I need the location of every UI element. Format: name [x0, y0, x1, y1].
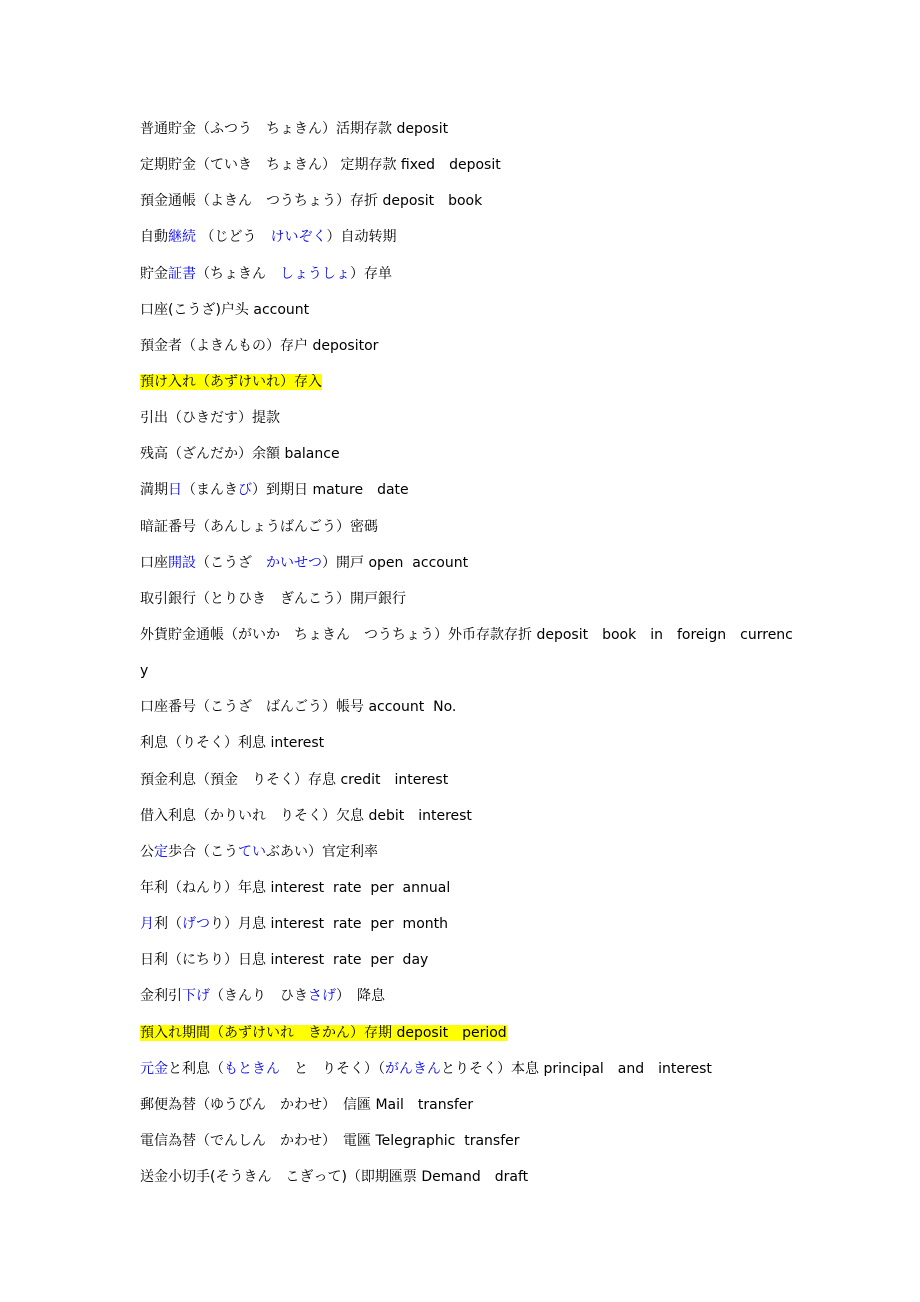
line-text: 公 [140, 843, 154, 860]
highlighted-term: 下げ [182, 988, 210, 1005]
line-text: 引出（ひきだす）提款 [140, 410, 280, 427]
line-text: （きんり ひき [210, 988, 308, 1005]
glossary-line [140, 840, 800, 876]
line-text: ）開戸 open account [322, 554, 469, 571]
glossary-line [140, 731, 800, 767]
glossary-line [140, 804, 800, 840]
highlighted-term: 開設 [168, 554, 196, 571]
line-text: 利（ [154, 916, 182, 933]
line-text: 金利引 [140, 988, 182, 1005]
highlighted-term: がんきん [385, 1060, 441, 1077]
line-text: ）存单 [350, 265, 392, 282]
glossary-line [140, 117, 800, 153]
marked-text: 預入れ期間（あずけいれ きかん）存期 deposit period [140, 1024, 507, 1041]
glossary-line [140, 298, 800, 334]
glossary-line [140, 334, 800, 370]
highlighted-term: しょうしょ [280, 265, 350, 282]
line-text: 歩合（こう [168, 843, 238, 860]
glossary-line [140, 659, 800, 695]
highlighted-term: 継続 [168, 229, 196, 246]
line-text: 普通貯金（ふつう ちょきん）活期存款 deposit [140, 121, 449, 137]
highlighted-term: もときん [224, 1060, 280, 1077]
glossary-line [140, 876, 800, 912]
highlighted-term: 元金 [140, 1060, 168, 1077]
line-text: 預金通帳（よきん つうちょう）存折 deposit book [140, 193, 483, 210]
line-text: 預金者（よきんもの）存户 depositor [140, 337, 379, 354]
highlighted-term: 月 [140, 916, 154, 933]
line-text: ） 降息 [336, 988, 385, 1005]
glossary-line [140, 1093, 800, 1129]
glossary-line [140, 768, 800, 804]
highlighted-term: 証書 [168, 265, 196, 282]
glossary-line [140, 406, 800, 442]
glossary-line [140, 225, 800, 261]
glossary-line [140, 948, 800, 984]
line-text: 年利（ねんり）年息 interest rate per annual [140, 879, 451, 896]
glossary-line [140, 551, 800, 587]
glossary-line [140, 1165, 800, 1201]
highlighted-term: かいせつ [266, 554, 322, 571]
line-text: 貯金 [140, 265, 168, 282]
glossary-line [140, 478, 800, 514]
glossary-line [140, 623, 800, 659]
line-text: 口座番号（こうざ ばんごう）帳号 account No. [140, 699, 457, 716]
highlighted-term: さげ [308, 988, 336, 1005]
line-text: 外貨貯金通帳（がいか ちょきん つうちょう）外币存款存折 deposit book in foreign currenc [140, 626, 793, 643]
line-text: y [140, 663, 149, 680]
line-text: 暗証番号（あんしょうばんごう）密碼 [140, 518, 378, 535]
glossary-line [140, 1057, 800, 1093]
line-text: り）月息 interest rate per month [210, 916, 448, 933]
line-text: 利息（りそく）利息 interest [140, 735, 325, 752]
line-text: 取引銀行（とりひき ぎんこう）開戸銀行 [140, 590, 406, 607]
glossary-line [140, 1021, 800, 1057]
glossary-line [140, 695, 800, 731]
line-text: 借入利息（かりいれ りそく）欠息 debit interest [140, 807, 472, 824]
line-text: （まんき [182, 482, 238, 499]
line-text: （こうざ [196, 554, 266, 571]
line-text: 口座(こうざ)户头 account [140, 301, 310, 318]
line-text: 日利（にちり）日息 interest rate per day [140, 952, 429, 969]
glossary-line [140, 515, 800, 551]
highlighted-term: 日 [168, 482, 182, 499]
highlighted-term: てい [238, 843, 266, 860]
line-text: ）到期日 mature date [252, 482, 409, 499]
glossary-line [140, 153, 800, 189]
line-text: 定期貯金（ていき ちょきん） 定期存款 fixed deposit [140, 157, 501, 174]
line-text: とりそく）本息 principal and interest [441, 1060, 712, 1077]
line-text: と りそく）（ [280, 1060, 385, 1077]
line-text: と利息（ [168, 1060, 224, 1077]
marked-text: 預け入れ（あずけいれ）存入 [140, 373, 322, 390]
highlighted-term: けいぞく [270, 229, 327, 246]
highlighted-term: げつ [182, 916, 210, 933]
glossary-line [140, 912, 800, 948]
glossary-line [140, 262, 800, 298]
line-text: 満期 [140, 482, 168, 499]
line-text: 口座 [140, 554, 168, 571]
highlighted-term: 定 [154, 843, 168, 860]
line-text: （ちょきん [196, 265, 280, 282]
line-text: ぶあい）官定利率 [266, 843, 378, 860]
glossary-line [140, 984, 800, 1020]
document-page [140, 117, 800, 1201]
glossary-line [140, 442, 800, 478]
line-text: 自動 [140, 229, 168, 246]
line-text: ）自动转期 [326, 229, 397, 246]
glossary-line [140, 370, 800, 406]
line-text: 残高（ざんだか）余額 balance [140, 446, 340, 463]
line-text: 送金小切手(そうきん こぎって)（即期匯票 Demand draft [140, 1169, 529, 1186]
glossary-line [140, 189, 800, 225]
glossary-line [140, 1129, 800, 1165]
line-text: 電信為替（でんしん かわせ） 電匯 Telegraphic transfer [140, 1132, 520, 1149]
line-text: 郵便為替（ゆうびん かわせ） 信匯 Mail transfer [140, 1096, 474, 1113]
line-text: 預金利息（預金 りそく）存息 credit interest [140, 771, 449, 788]
line-text: （じどう [196, 229, 271, 246]
glossary-line [140, 587, 800, 623]
highlighted-term: び [238, 482, 252, 499]
